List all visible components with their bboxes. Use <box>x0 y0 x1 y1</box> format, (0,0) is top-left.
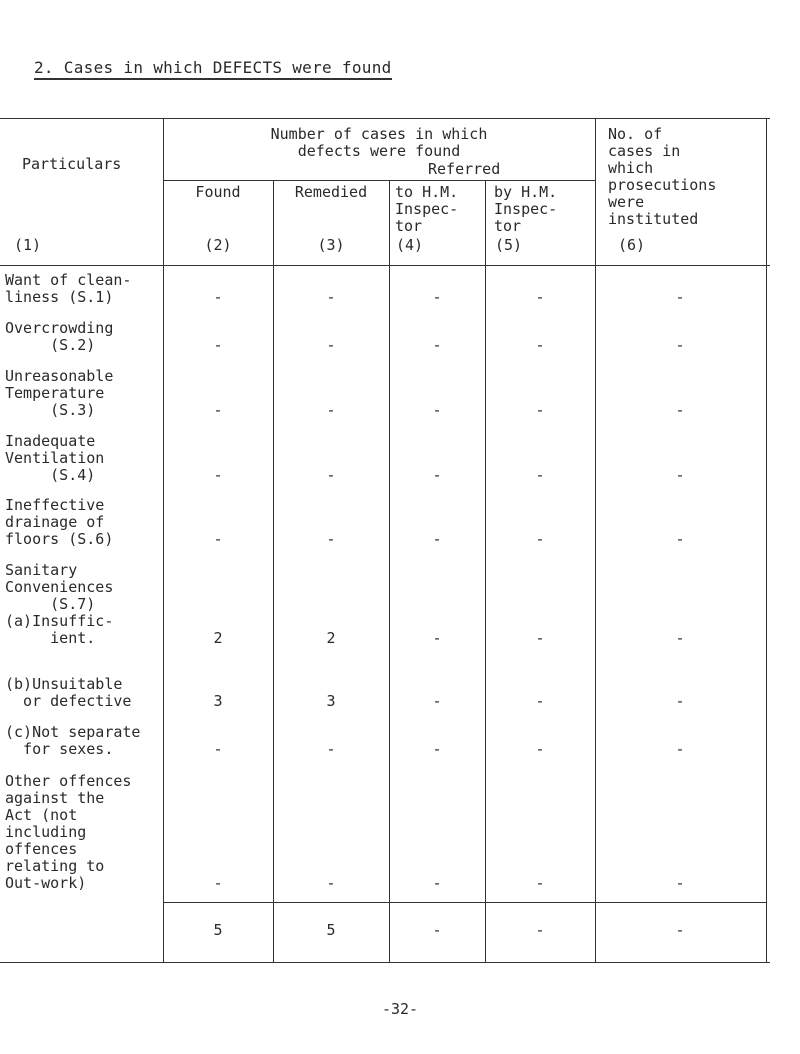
table-cell: - <box>326 336 336 354</box>
table-cell: - <box>675 401 685 419</box>
header-bottom-rule <box>0 265 770 266</box>
table-cell: - <box>213 530 223 548</box>
table-top-rule <box>0 118 770 119</box>
table-cell: - <box>535 401 545 419</box>
row-label: Inadequate Ventilation (S.4) <box>5 432 105 484</box>
table-cell: - <box>535 740 545 758</box>
table-cell: - <box>432 466 442 484</box>
row-label: Overcrowding (S.2) <box>5 319 114 354</box>
header-prosecutions: No. of cases in which prosecutions were instituted <box>608 125 717 228</box>
table-cell: - <box>675 466 685 484</box>
table-cell: 2 <box>213 629 223 647</box>
total-cell: 5 <box>326 921 336 939</box>
table-cell: - <box>675 288 685 306</box>
referred-underline <box>163 180 595 181</box>
table-cell: - <box>326 288 336 306</box>
row-label: Sanitary Conveniences (S.7) (a)Insuffic- ient. <box>5 561 114 647</box>
table-cell: - <box>432 530 442 548</box>
header-number-group: Number of cases in which defects were found <box>270 125 488 160</box>
total-cell: - <box>675 921 685 939</box>
table-cell: - <box>213 874 223 892</box>
col-divider-2 <box>273 180 274 962</box>
table-cell: - <box>535 530 545 548</box>
page-title: 2. Cases in which DEFECTS were found <box>34 58 392 80</box>
table-cell: - <box>535 288 545 306</box>
table-cell: - <box>326 466 336 484</box>
table-cell: - <box>432 336 442 354</box>
col-num-6: (6) <box>618 236 646 254</box>
table-cell: - <box>432 740 442 758</box>
table-cell: - <box>675 629 685 647</box>
header-particulars: Particulars <box>22 155 122 173</box>
table-cell: - <box>213 336 223 354</box>
table-cell: - <box>213 288 223 306</box>
table-right-edge <box>766 118 767 962</box>
table-cell: - <box>432 288 442 306</box>
col-num-1: (1) <box>14 236 42 254</box>
table-cell: - <box>432 692 442 710</box>
table-cell: - <box>326 401 336 419</box>
col-divider-5 <box>595 118 596 962</box>
header-remedied: Remedied <box>294 183 368 201</box>
table-cell: 3 <box>213 692 223 710</box>
table-cell: - <box>675 530 685 548</box>
total-cell: - <box>432 921 442 939</box>
table-cell: 2 <box>326 629 336 647</box>
col-num-2: (2) <box>204 236 232 254</box>
col-num-4: (4) <box>396 236 424 254</box>
table-cell: - <box>535 466 545 484</box>
table-cell: - <box>675 336 685 354</box>
table-cell: - <box>535 629 545 647</box>
header-by-hm-inspector: by H.M. Inspec- tor <box>494 183 558 235</box>
table-cell: - <box>432 874 442 892</box>
row-label: (b)Unsuitable or defective <box>5 675 132 710</box>
row-label: Other offences against the Act (not including offences relating to Out-work) <box>5 772 132 892</box>
table-cell: - <box>213 466 223 484</box>
table-cell: - <box>675 692 685 710</box>
table-cell: - <box>432 629 442 647</box>
col-num-3: (3) <box>317 236 345 254</box>
col-num-5: (5) <box>495 236 523 254</box>
col-divider-3 <box>389 180 390 962</box>
total-cell: - <box>535 921 545 939</box>
table-cell: - <box>213 740 223 758</box>
table-cell: - <box>213 401 223 419</box>
table-cell: - <box>326 530 336 548</box>
row-label: (c)Not separate for sexes. <box>5 723 141 758</box>
table-cell: - <box>326 740 336 758</box>
table-cell: - <box>675 874 685 892</box>
table-cell: - <box>535 336 545 354</box>
page-number: -32- <box>381 1000 419 1018</box>
table-cell: - <box>326 874 336 892</box>
row-label: Ineffective drainage of floors (S.6) <box>5 496 114 548</box>
total-cell: 5 <box>213 921 223 939</box>
table-bottom-rule <box>0 962 770 963</box>
totals-top-rule <box>163 902 766 903</box>
header-found: Found <box>195 183 241 201</box>
table-cell: 3 <box>326 692 336 710</box>
header-referred: Referred <box>428 160 501 178</box>
row-label: Unreasonable Temperature (S.3) <box>5 367 114 419</box>
table-cell: - <box>535 874 545 892</box>
table-cell: - <box>675 740 685 758</box>
header-to-hm-inspector: to H.M. Inspec- tor <box>395 183 459 235</box>
table-cell: - <box>432 401 442 419</box>
row-label: Want of clean- liness (S.1) <box>5 271 132 306</box>
col-divider-4 <box>485 180 486 962</box>
table-cell: - <box>535 692 545 710</box>
